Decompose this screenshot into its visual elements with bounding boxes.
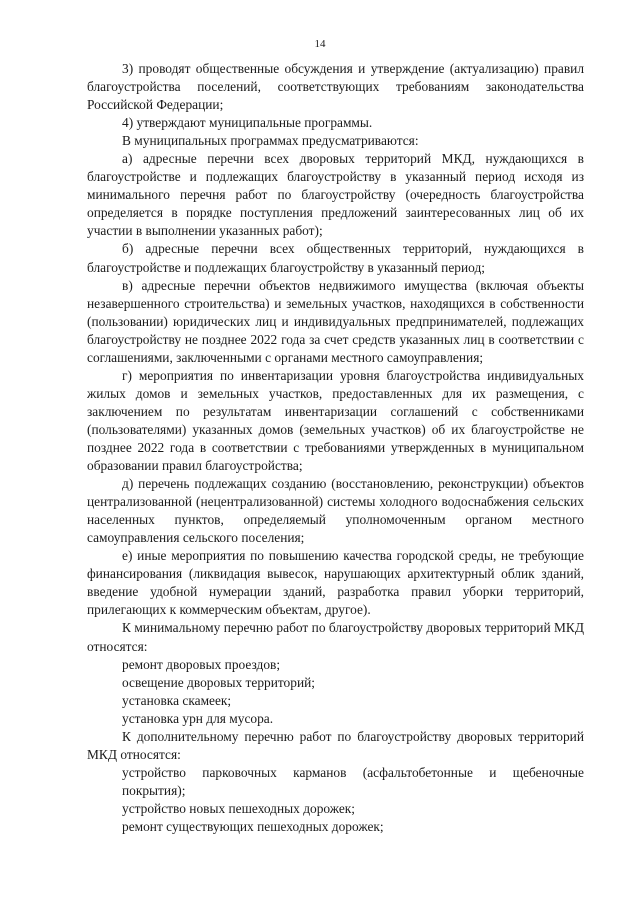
list-item-additional: ремонт существующих пешеходных дорожек; — [122, 818, 384, 834]
list-item-minimal: освещение дворовых территорий; — [122, 674, 316, 690]
page-number: 14 — [314, 38, 326, 50]
paragraph-item-e: е) иные мероприятия по повышению качества городской среды, не требующие финансирования (ликвидация вывесок, нарушающих архитектурный облик зданий, введение удобной нумерации зданий, разработка правил уборки территорий, прилегающих к коммерческим объектам, другое). — [87, 548, 584, 618]
paragraph-minimal-list-intro: К минимальному перечню работ по благоустройству дворовых территорий МКД относятся: — [87, 620, 584, 654]
document-body — [87, 60, 584, 836]
list-item-minimal: установка урн для мусора. — [122, 710, 274, 726]
list-item-additional: устройство парковочных карманов (асфальтобетонные и щебеночные покрытия); — [122, 764, 584, 798]
paragraph-item-b: б) адресные перечни всех общественных территорий, нуждающихся в благоустройстве и подлежащих благоустройству в указанный период; — [87, 241, 584, 275]
paragraph-item-g: г) мероприятия по инвентаризации уровня благоустройства индивидуальных жилых домов и земельных участков, предоставленных для их размещения, с заключением по результатам инвентаризации соглашений с собственниками (пользователями) указанных домов (земельных участков) об их благоустройстве не позднее 2022 года в соответствии с требованиями утвержденных в муниципальном образовании правил благоустройства; — [87, 367, 584, 474]
paragraph-item-d: д) перечень подлежащих созданию (восстановлению, реконструкции) объектов централизованной (нецентрализованной) системы холодного водоснабжения сельских населенных пунктов, определяемый уполномоченным органом местного самоуправления сельского поселения; — [87, 476, 584, 546]
paragraph-item-v: в) адресные перечни объектов недвижимого имущества (включая объекты незавершенного строительства) и земельных участков, находящихся в собственности (пользовании) юридических лиц и индивидуальных предпринимателей, подлежащих благоустройству не позднее 2022 года за счет средств указанных лиц в соответствии с соглашениями, заключенными с органами местного самоуправления; — [87, 277, 584, 365]
paragraph-item-3: 3) проводят общественные обсуждения и утверждение (актуализацию) правил благоустройства поселений, соответствующих требованиям законодательства Российской Федерации; — [87, 61, 584, 113]
paragraph-programs-intro: В муниципальных программах предусматриваются: — [122, 133, 419, 149]
paragraph-item-4: 4) утверждают муниципальные программы. — [122, 115, 373, 131]
paragraph-additional-list-intro: К дополнительному перечню работ по благоустройству дворовых территорий МКД относятся: — [87, 728, 584, 762]
list-item-minimal: ремонт дворовых проездов; — [122, 656, 281, 672]
paragraph-item-a: а) адресные перечни всех дворовых территорий МКД, нуждающихся в благоустройстве и подлежащих благоустройству в указанный период исходя из минимального перечня работ по благоустройству (очередность благоустройства определяется в порядке поступления предложений заинтересованных лиц об их участии в выполнении указанных работ); — [87, 151, 584, 239]
list-item-minimal: установка скамеек; — [122, 692, 232, 708]
list-item-additional: устройство новых пешеходных дорожек; — [122, 800, 356, 816]
